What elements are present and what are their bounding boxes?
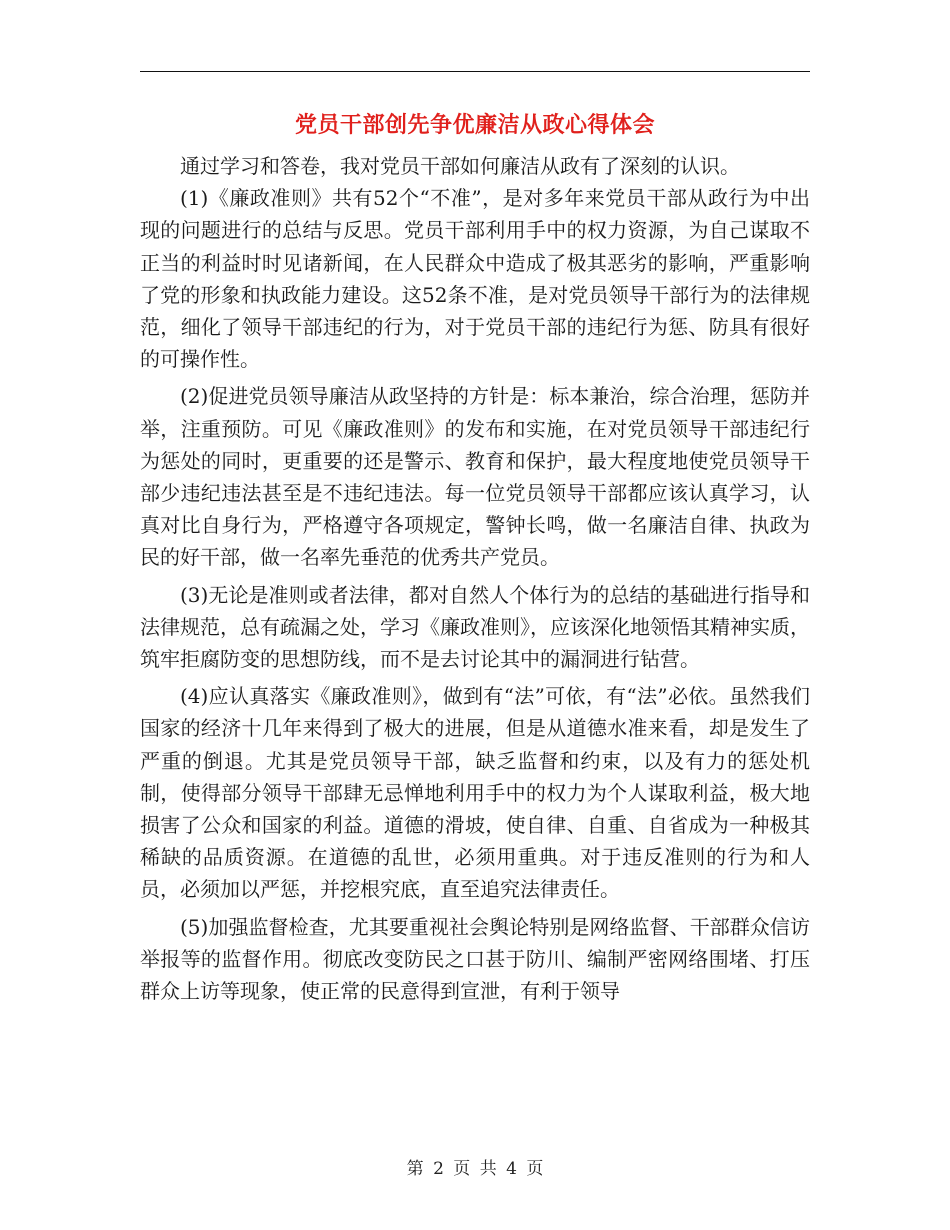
paragraph-5: (5)加强监督检查，尤其要重视社会舆论特别是网络监督、干部群众信访举报等的监督作用。彻底改变防民之口甚于防川、编制严密网络围堵、打压群众上访等现象，使正常的民意得到宣泄，有利于领导 [140,914,810,1004]
document-body [140,150,810,1007]
header-rule [140,71,810,72]
paragraph-intro: 通过学习和答卷，我对党员干部如何廉洁从政有了深刻的认识。 [180,154,740,178]
paragraph-3: (3)无论是准则或者法律，都对自然人个体行为的总结的基础进行指导和法律规范，总有疏漏之处，学习《廉政准则》，应该深化地领悟其精神实质，筑牢拒腐防变的思想防线，而不是去讨论其中的漏洞进行钻营。 [140,582,810,672]
paragraph-2: (2)促进党员领导廉洁从政坚持的方针是：标本兼治，综合治理，惩防并举，注重预防。可见《廉政准则》的发布和实施，在对党员领导干部违纪行为惩处的同时，更重要的还是警示、教育和保护，最大程度地使党员领导干部少违纪违法甚至是不违纪违法。每一位党员领导干部都应该认真学习，认真对比自身行为，严格遵守各项规定，警钟长鸣，做一名廉洁自律、执政为民的好干部，做一名率先垂范的优秀共产党员。 [140,384,810,570]
document-title: 党员干部创先争优廉洁从政心得体会 [294,112,655,138]
page-number-footer: 第 2 页 共 4 页 [406,1159,544,1179]
paragraph-1: (1)《廉政准则》共有52个“不准”，是对多年来党员干部从政行为中出现的问题进行的总结与反思。党员干部利用手中的权力资源，为自己谋取不正当的利益时时见诸新闻，在人民群众中造成了极其恶劣的影响，严重影响了党的形象和执政能力建设。这52条不准，是对党员领导干部行为的法律规范，细化了领导干部违纪的行为，对于党员干部的违纪行为惩、防具有很好的可操作性。 [140,186,810,372]
paragraph-4: (4)应认真落实《廉政准则》，做到有“法”可依，有“法”必依。虽然我们国家的经济十几年来得到了极大的进展，但是从道德水准来看，却是发生了严重的倒退。尤其是党员领导干部，缺乏监督和约束，以及有力的惩处机制，使得部分领导干部肆无忌惮地利用手中的权力为个人谋取利益，极大地损害了公众和国家的利益。道德的滑坡，使自律、自重、自省成为一种极其稀缺的品质资源。在道德的乱世，必须用重典。对于违反准则的行为和人员，必须加以严惩，并挖根究底，直至追究法律责任。 [140,684,810,902]
